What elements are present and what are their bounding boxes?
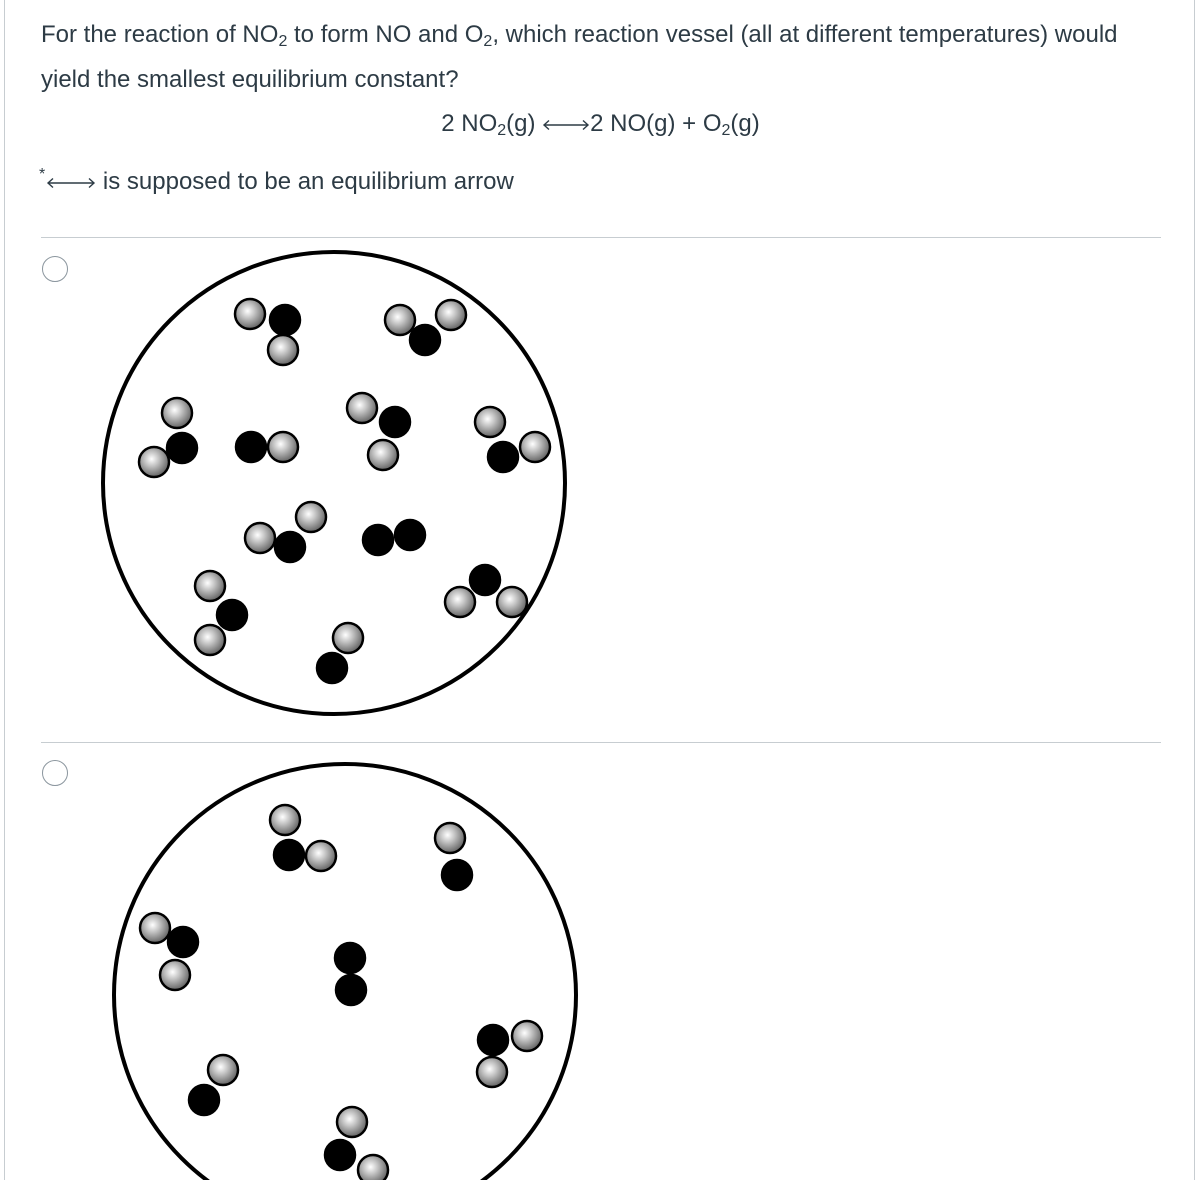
vessel-diagrams	[5, 0, 1196, 1180]
gray-atom	[477, 1057, 507, 1087]
gray-atom	[245, 523, 275, 553]
question-sub-2: 2	[483, 33, 493, 50]
gray-atom	[358, 1155, 388, 1180]
reaction-vessel-2	[114, 764, 576, 1180]
gray-atom	[306, 841, 336, 871]
equation-left-sub: 2	[497, 122, 507, 139]
question-suffix: , which reaction vessel (all at different temperatures) would yield the smallest equilibrium constant?	[41, 21, 1118, 93]
gray-atom	[140, 913, 170, 943]
gray-atom	[268, 432, 298, 462]
gray-atom	[162, 398, 192, 428]
gray-atom	[512, 1021, 542, 1051]
black-atom	[270, 305, 300, 335]
black-atom	[167, 433, 197, 463]
black-atom	[442, 860, 472, 890]
black-atom	[488, 442, 518, 472]
black-atom	[325, 1140, 355, 1170]
equation-right-state: (g)	[730, 110, 760, 137]
question-card	[4, 0, 1195, 1180]
black-atom	[395, 520, 425, 550]
gray-atom	[520, 432, 550, 462]
gray-atom	[235, 299, 265, 329]
question-prefix: For the reaction of NO	[41, 21, 279, 48]
equation-left: 2 NO	[441, 110, 498, 137]
gray-atom	[195, 625, 225, 655]
black-atom	[336, 975, 366, 1005]
black-atom	[363, 525, 393, 555]
gray-atom	[208, 1055, 238, 1085]
black-atom	[217, 600, 247, 630]
black-atom	[275, 532, 305, 562]
equation-right-sub: 2	[721, 122, 731, 139]
gray-atom	[337, 1107, 367, 1137]
black-atom	[478, 1025, 508, 1055]
black-atom	[189, 1085, 219, 1115]
gray-atom	[435, 823, 465, 853]
black-atom	[317, 653, 347, 683]
gray-atom	[296, 502, 326, 532]
gray-atom	[445, 587, 475, 617]
gray-atom	[333, 623, 363, 653]
gray-atom	[368, 440, 398, 470]
gray-atom	[268, 335, 298, 365]
gray-atom	[160, 960, 190, 990]
black-atom	[335, 943, 365, 973]
question-sub-1: 2	[278, 33, 288, 50]
gray-atom	[139, 447, 169, 477]
black-atom	[380, 407, 410, 437]
black-atom	[236, 432, 266, 462]
reaction-vessel-1	[103, 252, 565, 714]
black-atom	[410, 325, 440, 355]
gray-atom	[475, 407, 505, 437]
equation-left-state: (g)	[506, 110, 543, 137]
question-mid: to form NO and O	[287, 21, 484, 48]
note-star: *	[39, 166, 46, 183]
gray-atom	[347, 393, 377, 423]
black-atom	[274, 840, 304, 870]
gray-atom	[195, 571, 225, 601]
gray-atom	[270, 805, 300, 835]
gray-atom	[497, 587, 527, 617]
note-text: is supposed to be an equilibrium arrow	[96, 168, 514, 195]
gray-atom	[385, 305, 415, 335]
black-atom	[470, 565, 500, 595]
black-atom	[168, 927, 198, 957]
gray-atom	[436, 300, 466, 330]
equation-right: 2 NO(g) + O	[590, 110, 722, 137]
